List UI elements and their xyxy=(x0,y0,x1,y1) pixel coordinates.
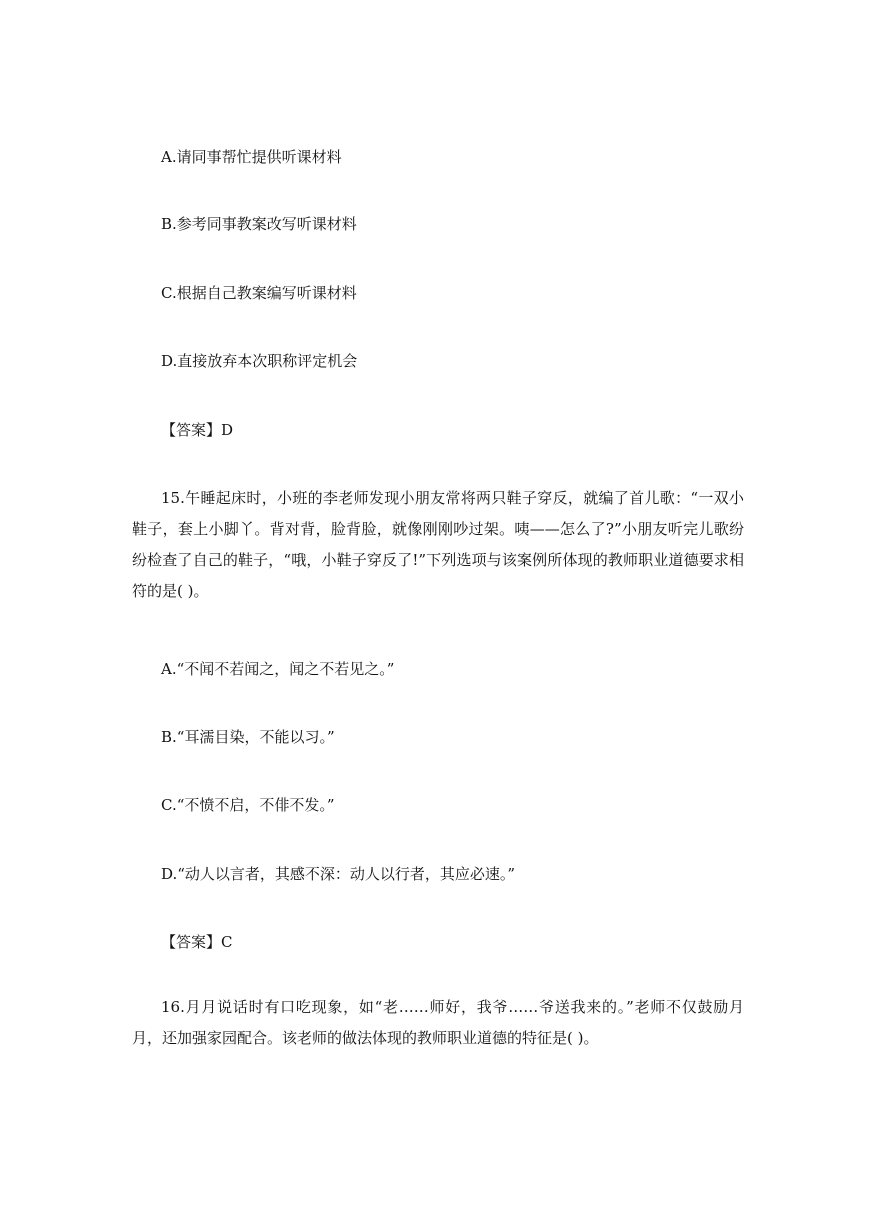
q15-option-a: A.“不闻不若闻之，闻之不若见之。” xyxy=(161,660,395,678)
q15-option-c: C.“不愤不启，不俳不发。” xyxy=(161,796,335,814)
q14-option-b: B.参考同事教案改写听课材料 xyxy=(161,215,357,233)
q16-stem: 16.月月说话时有口吃现象，如“老……师好，我爷……爷送我来的。”老师不仅鼓励月月，还加强家园配合。该老师的做法体现的教师职业道德的特征是( )。 xyxy=(132,998,744,1047)
q14-answer: 【答案】D xyxy=(161,421,234,439)
q14-option-d: D.直接放弃本次职称评定机会 xyxy=(161,352,358,370)
q14-option-a: A.请同事帮忙提供听课材料 xyxy=(161,148,342,166)
q15-answer: 【答案】C xyxy=(161,933,233,951)
q15-option-b: B.“耳濡目染，不能以习。” xyxy=(161,728,335,746)
q14-option-c: C.根据自己教案编写听课材料 xyxy=(161,284,357,302)
q15-stem: 15.午睡起床时，小班的李老师发现小朋友常将两只鞋子穿反，就编了首儿歌：“一双小鞋子，套上小脚丫。背对背，脸背脸，就像刚刚吵过架。咦——怎么了?”小朋友听完儿歌纷纷检查了自己的鞋子，“哦，小鞋子穿反了!”下列选项与该案例所体现的教师职业道德要求相符的是( )。 xyxy=(132,489,744,600)
q15-option-d: D.“动人以言者，其感不深：动人以行者，其应必速。” xyxy=(161,865,516,883)
